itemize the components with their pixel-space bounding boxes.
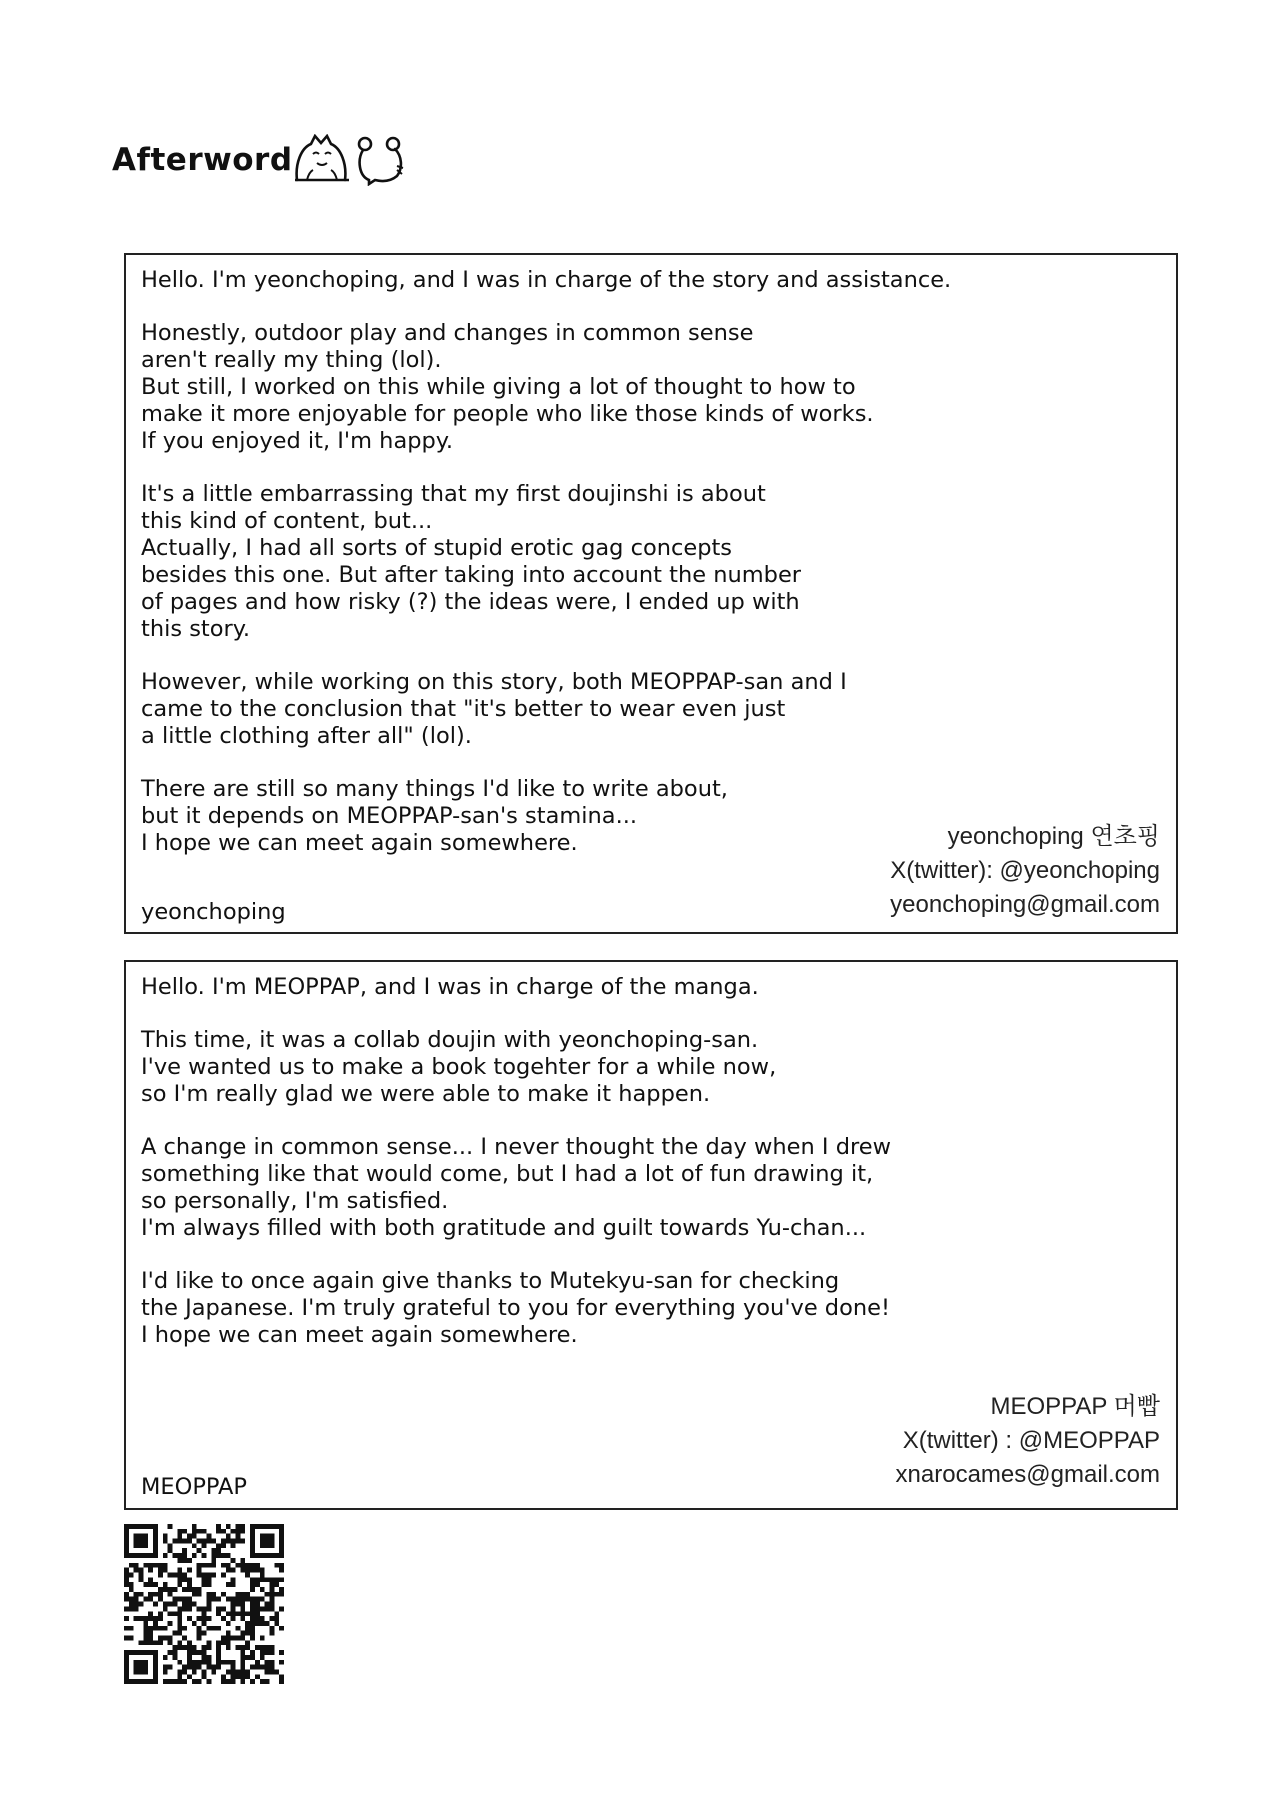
twitter-handle: X(twitter): @yeonchoping — [890, 857, 1160, 884]
paragraph — [141, 1134, 1161, 1242]
twitter-handle: X(twitter) : @MEOPPAP — [902, 1427, 1160, 1454]
contact-info — [896, 1390, 1160, 1492]
text-line: the Japanese. I'm truly grateful to you for everything you've done! — [141, 1295, 890, 1321]
paragraph — [141, 1027, 1161, 1108]
text-line: so personally, I'm satisfied. — [141, 1188, 449, 1214]
afterword-box-meoppap — [124, 960, 1178, 1510]
text-line: a little clothing after all" (lol). — [141, 723, 472, 749]
text-line: There are still so many things I'd like to write about, — [141, 776, 728, 802]
text-line: Actually, I had all sorts of stupid erotic gag concepts — [141, 535, 733, 561]
text-line: I'm always filled with both gratitude and guilt towards Yu-chan... — [141, 1215, 867, 1241]
signature: MEOPPAP — [141, 1474, 247, 1500]
paragraph — [141, 320, 1161, 455]
cat-face-icon — [293, 134, 351, 186]
text-line: make it more enjoyable for people who like those kinds of works. — [141, 401, 874, 427]
text-line: But still, I worked on this while giving a lot of thought to how to — [141, 374, 856, 400]
text-line: I hope we can meet again somewhere. — [141, 1322, 578, 1348]
text-line: Honestly, outdoor play and changes in common sense — [141, 320, 754, 346]
text-line: aren't really my thing (lol). — [141, 347, 442, 373]
text-line: Hello. I'm MEOPPAP, and I was in charge of the manga. — [141, 974, 759, 1000]
paragraph — [141, 974, 1161, 1001]
email-address: xnarocames@gmail.com — [895, 1461, 1160, 1488]
paragraph — [141, 481, 1161, 643]
text-line: something like that would come, but I had a lot of fun drawing it, — [141, 1161, 874, 1187]
text-line: of pages and how risky (?) the ideas were, I ended up with — [141, 589, 800, 615]
paragraph — [141, 267, 1161, 294]
afterword-text — [141, 267, 1161, 883]
email-address: yeonchoping@gmail.com — [890, 891, 1160, 918]
contact-info — [890, 820, 1160, 922]
text-line: Hello. I'm yeonchoping, and I was in charge of the story and assistance. — [141, 267, 952, 293]
text-line: I'd like to once again give thanks to Mutekyu-san for checking — [141, 1268, 840, 1294]
text-line: so I'm really glad we were able to make it happen. — [141, 1081, 711, 1107]
author-name: MEOPPAP 머빱 — [990, 1393, 1160, 1420]
title-row — [112, 130, 405, 190]
text-line: A change in common sense... I never thought the day when I drew — [141, 1134, 891, 1160]
text-line: If you enjoyed it, I'm happy. — [141, 428, 454, 454]
text-line: but it depends on MEOPPAP-san's stamina... — [141, 803, 638, 829]
text-line: This time, it was a collab doujin with yeonchoping-san. — [141, 1027, 759, 1053]
paragraph — [141, 1268, 1161, 1349]
text-line: I hope we can meet again somewhere. — [141, 830, 578, 856]
bear-head-icon — [355, 134, 405, 186]
afterword-text — [141, 974, 1161, 1375]
text-line: However, while working on this story, both MEOPPAP-san and I — [141, 669, 847, 695]
paragraph — [141, 669, 1161, 750]
text-line: this kind of content, but... — [141, 508, 433, 534]
qr-code-icon[interactable] — [124, 1524, 284, 1684]
text-line: this story. — [141, 616, 251, 642]
text-line: came to the conclusion that "it's better to wear even just — [141, 696, 786, 722]
afterword-box-yeonchoping — [124, 253, 1178, 934]
signature: yeonchoping — [141, 899, 286, 925]
text-line: besides this one. But after taking into account the number — [141, 562, 802, 588]
text-line: It's a little embarrassing that my first doujinshi is about — [141, 481, 766, 507]
text-line: I've wanted us to make a book togehter for a while now, — [141, 1054, 777, 1080]
page-title: Afterword — [112, 142, 293, 178]
author-name: yeonchoping 연초핑 — [947, 823, 1160, 850]
